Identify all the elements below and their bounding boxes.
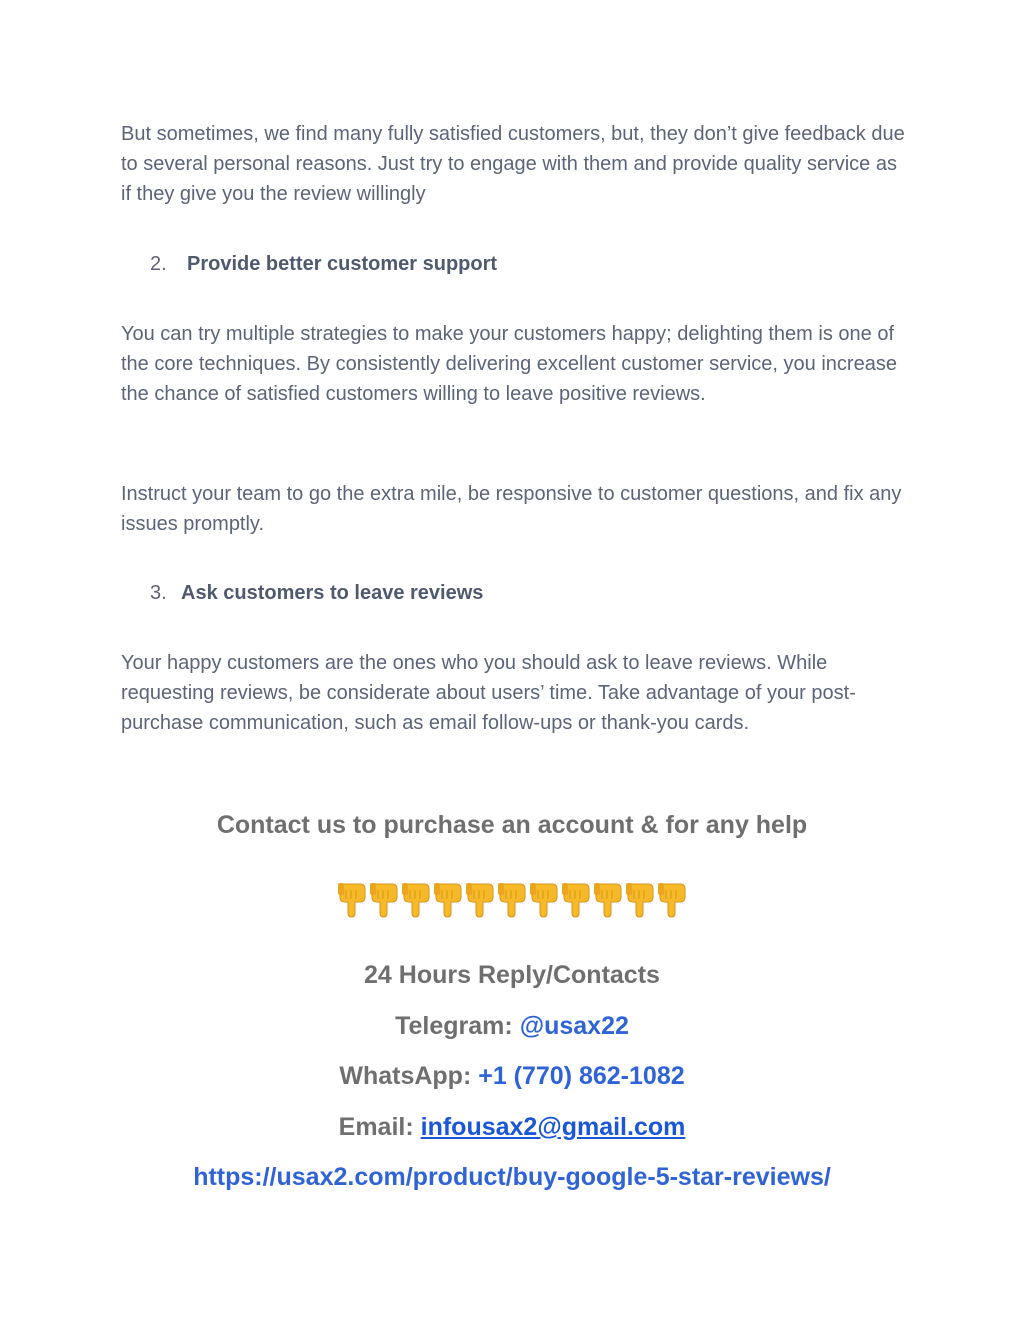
- pointer-row: [0, 882, 1024, 922]
- product-url-link[interactable]: https://usax2.com/product/buy-google-5-star-reviews/: [193, 1163, 831, 1191]
- whatsapp-number-link[interactable]: +1 (770) 862-1082: [478, 1062, 685, 1090]
- backhand-index-pointing-down-icon: [528, 882, 560, 918]
- paragraph-satisfied-customers: But sometimes, we find many fully satisfied customers, but, they don’t give feedback due to several personal reasons. Just try to engage with them and provide quality service as if they give you the review willingly: [121, 123, 905, 205]
- backhand-index-pointing-down-icon: [400, 882, 432, 918]
- backhand-index-pointing-down-icon: [624, 882, 656, 918]
- telegram-label: Telegram:: [395, 1012, 513, 1040]
- telegram-handle-link[interactable]: @usax22: [519, 1012, 629, 1040]
- email-label: Email:: [338, 1113, 414, 1141]
- email-link[interactable]: infousax2@gmail.com: [420, 1113, 686, 1141]
- email-line: [0, 1111, 1024, 1143]
- list-item-customer-support: [150, 249, 497, 279]
- backhand-index-pointing-down-icon: [656, 882, 688, 918]
- paragraph-instruct-team: Instruct your team to go the extra mile, be responsive to customer questions, and fix any issues promptly.: [121, 483, 902, 535]
- whatsapp-label: WhatsApp:: [339, 1062, 472, 1090]
- backhand-index-pointing-down-icon: [592, 882, 624, 918]
- list-heading: Provide better customer support: [187, 253, 498, 275]
- list-number: 2.: [150, 253, 167, 275]
- backhand-index-pointing-down-icon: [464, 882, 496, 918]
- reply-hours: 24 Hours Reply/Contacts: [364, 961, 660, 989]
- paragraph-strategies: You can try multiple strategies to make your customers happy; delighting them is one of the core techniques. By consistently delivering excellent customer service, you increase the chance of satisfied customers willing to leave positive reviews.: [121, 323, 897, 405]
- backhand-index-pointing-down-icon: [432, 882, 464, 918]
- backhand-index-pointing-down-icon: [336, 882, 368, 918]
- list-heading: Ask customers to leave reviews: [181, 582, 484, 604]
- telegram-line: [0, 1010, 1024, 1042]
- list-number: 3.: [150, 582, 167, 604]
- backhand-index-pointing-down-icon: [368, 882, 400, 918]
- contact-title: Contact us to purchase an account & for any help: [216, 811, 808, 839]
- paragraph-happy-customers: Your happy customers are the ones who you should ask to leave reviews. While requesting reviews, be considerate about users’ time. Take advantage of your post-purchase communication, such as email follow-ups or thank-you cards.: [121, 652, 856, 734]
- backhand-index-pointing-down-icon: [496, 882, 528, 918]
- list-item-ask-reviews: [150, 578, 483, 608]
- backhand-index-pointing-down-icon: [560, 882, 592, 918]
- whatsapp-line: [0, 1060, 1024, 1092]
